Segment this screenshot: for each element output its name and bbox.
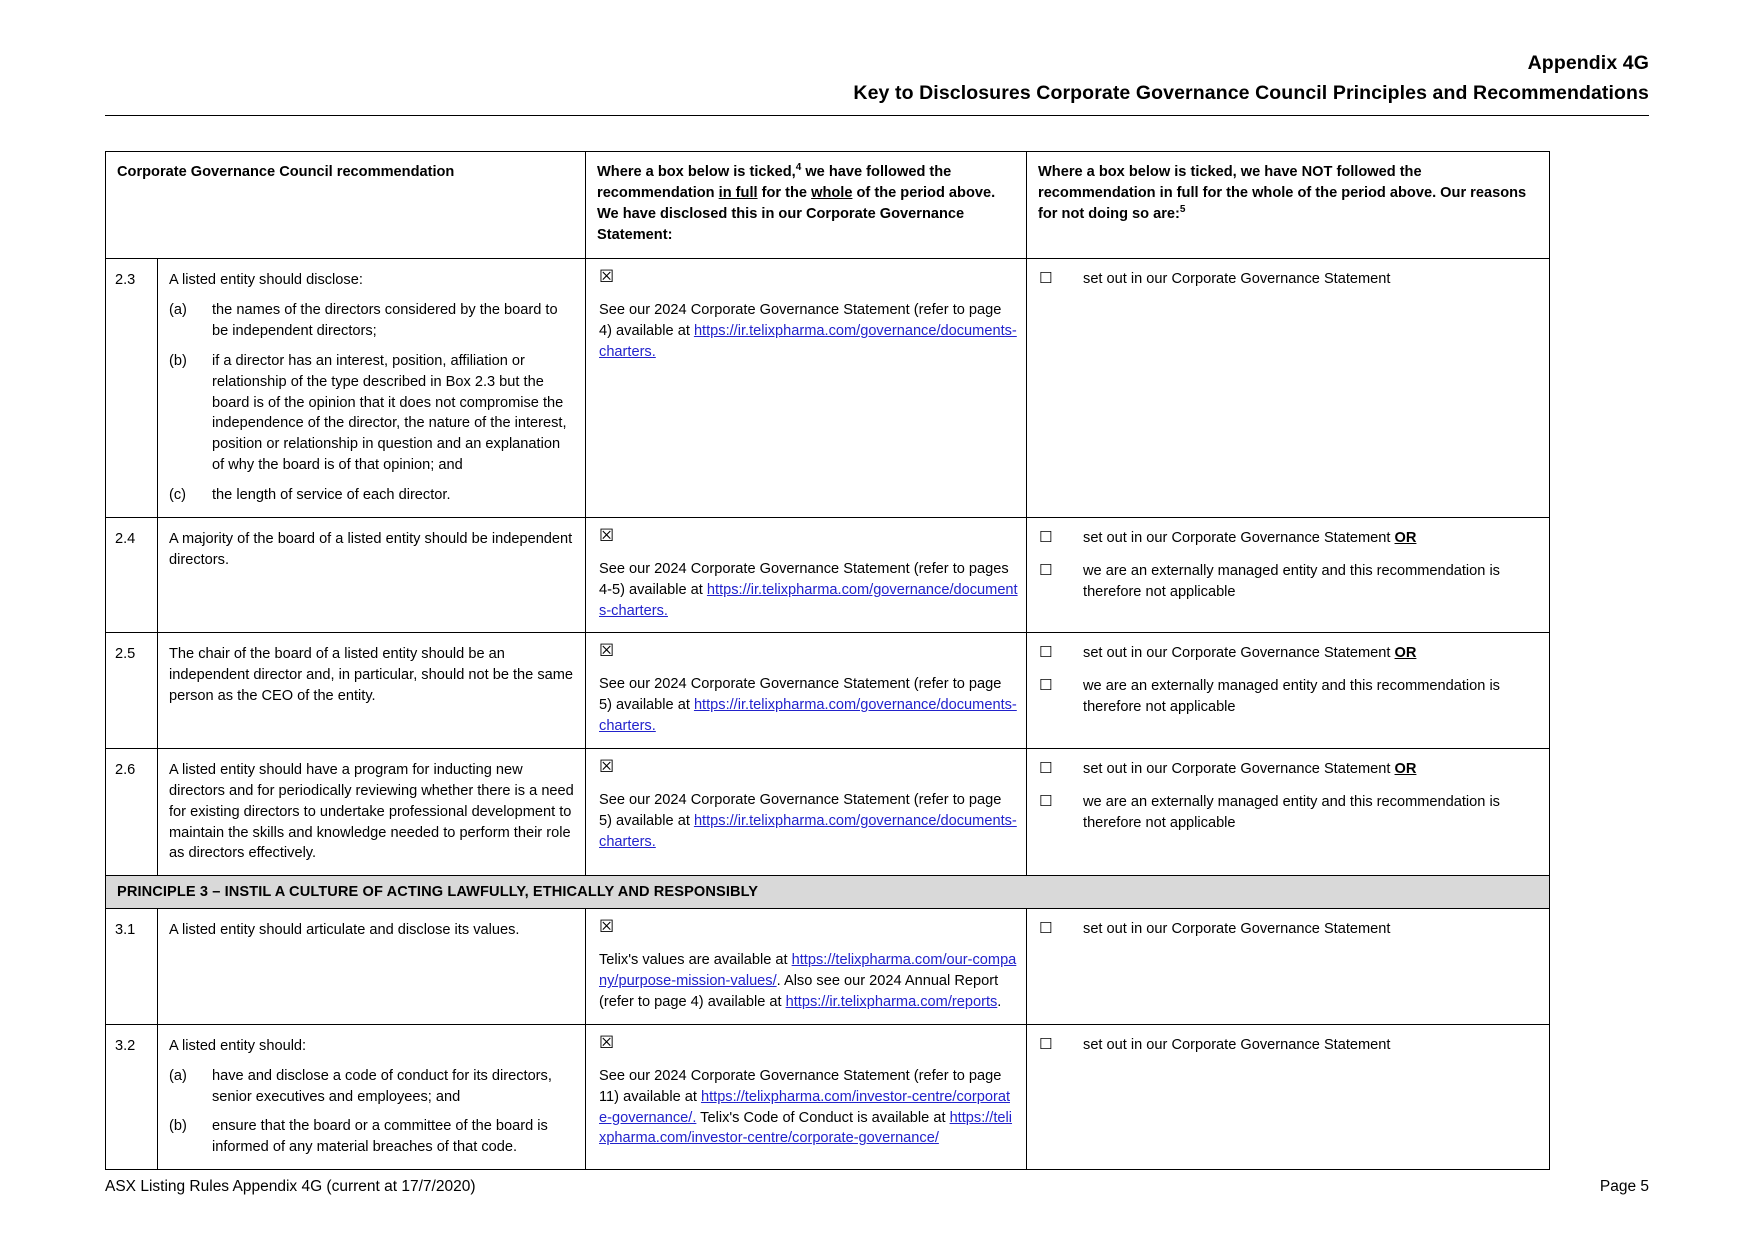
appendix-title: Appendix 4G: [1527, 52, 1649, 74]
recommendation-subitem: [169, 351, 575, 476]
external-link[interactable]: https://ir.telixpharma.com/governance/documents-charters.: [599, 812, 1017, 850]
row-recommendation-cell: [158, 633, 586, 749]
row-recommendation-cell: [158, 517, 586, 633]
principle-banner-row: [106, 876, 1550, 909]
not-followed-option[interactable]: [1039, 561, 1541, 603]
table-row: [106, 517, 1550, 633]
followed-statement-text: See our 2024 Corporate Governance Statement (refer to pages 4-5) available at https://ir.telixpharma.com/governance/documents-charters.: [599, 560, 1018, 619]
followed-statement-text: See our 2024 Corporate Governance Statement (refer to page 5) available at https://ir.telixpharma.com/governance/documents-charters.: [599, 676, 1017, 735]
subitem-label: (a): [169, 1067, 187, 1084]
checkbox-checked-icon[interactable]: ☒: [599, 1032, 615, 1053]
recommendation-number: 3.2: [115, 1037, 136, 1054]
footer-page-number: Page 5: [1599, 1178, 1649, 1195]
document-header: [0, 0, 1754, 107]
footer-left-text: ASX Listing Rules Appendix 4G (current at 17/7/2020): [105, 1178, 476, 1195]
subitem-text: the names of the directors considered by the board to be independent directors;: [212, 302, 558, 339]
disclosures-table-wrapper: [105, 151, 1649, 1171]
row-number-cell: [106, 749, 158, 876]
external-link[interactable]: https://ir.telixpharma.com/governance/documents-charters.: [599, 581, 1018, 619]
row-followed-cell: [586, 259, 1027, 518]
recommendation-lead-text: The chair of the board of a listed entity should be an independent director and, in particular, should not be the same person as the CEO of the entity.: [169, 646, 574, 705]
followed-statement-text: Telix's values are available at https://telixpharma.com/our-company/purpose-mission-values/. Also see our 2024 Annual Report (refer to page 4) available at https://ir.telixpharma.com/reports.: [599, 952, 1017, 1011]
table-row: [106, 909, 1550, 1025]
row-number-cell: [106, 517, 158, 633]
header-cell-followed: Where a box below is ticked,$^4$ we have followed the recommendation in full for the whole of the period above. We have disclosed this in our Corporate Governance Statement:: [586, 151, 1027, 259]
checkbox-checked-icon[interactable]: ☒: [599, 917, 615, 938]
recommendation-subitem: [169, 485, 575, 506]
not-followed-option[interactable]: [1039, 792, 1541, 834]
recommendation-lead-text: A listed entity should disclose:: [169, 272, 363, 289]
checkbox-unchecked-icon[interactable]: ☐: [1039, 643, 1053, 662]
recommendation-number: 2.4: [115, 530, 136, 547]
option-label: we are an externally managed entity and this recommendation is therefore not applicable: [1083, 678, 1500, 716]
or-separator: OR: [1394, 645, 1417, 662]
subitem-text: have and disclose a code of conduct for its directors, senior executives and employees; and: [212, 1067, 552, 1105]
option-label: set out in our Corporate Governance Statement: [1083, 271, 1391, 288]
checkbox-checked-icon[interactable]: ☒: [599, 267, 615, 288]
header-divider: [105, 115, 1649, 116]
checkbox-checked-icon[interactable]: ☒: [599, 641, 615, 662]
recommendation-lead-text: A majority of the board of a listed entity should be independent directors.: [169, 530, 573, 568]
recommendation-lead-text: A listed entity should:: [169, 1037, 307, 1054]
row-not-followed-cell: [1027, 517, 1550, 633]
recommendation-lead-text: A listed entity should articulate and disclose its values.: [169, 922, 520, 939]
checkbox-unchecked-icon[interactable]: ☐: [1039, 527, 1053, 546]
recommendation-number: 3.1: [115, 922, 136, 939]
checkbox-checked-icon[interactable]: ☒: [599, 757, 615, 777]
not-followed-option[interactable]: [1039, 676, 1541, 718]
followed-statement-text: See our 2024 Corporate Governance Statement (refer to page 4) available at https://ir.telixpharma.com/governance/documents-charters.: [599, 302, 1017, 360]
header-cell-recommendation: Corporate Governance Council recommendation: [106, 151, 586, 259]
row-recommendation-cell: [158, 749, 586, 876]
checkbox-unchecked-icon[interactable]: ☐: [1039, 791, 1053, 810]
not-followed-option[interactable]: [1039, 919, 1541, 940]
table-row: [106, 633, 1550, 749]
recommendation-number: 2.6: [115, 762, 136, 778]
row-number-cell: [106, 633, 158, 749]
subitem-text: if a director has an interest, position, affiliation or relationship of the type described in Box 2.3 but the board is of the opinion that it does not compromise the independence of the director, the nature of the interest, position or relationship in question and an explanation of why the board is of that opinion; and: [212, 352, 567, 474]
header-cell-not-followed: Where a box below is ticked, we have NOT followed the recommendation in full for the whole of the period above. Our reasons for not doing so are:$^5$: [1027, 151, 1550, 259]
row-recommendation-cell: [158, 909, 586, 1025]
document-footer: [105, 1178, 1649, 1196]
external-link[interactable]: https://ir.telixpharma.com/governance/documents-charters.: [599, 323, 1017, 360]
disclosures-table-body: [106, 151, 1550, 1170]
external-link[interactable]: https://ir.telixpharma.com/reports: [785, 994, 998, 1011]
table-header-row: [106, 151, 1550, 259]
table-row: [106, 1024, 1550, 1169]
row-followed-cell: [586, 749, 1027, 876]
row-followed-cell: [586, 633, 1027, 749]
row-number-cell: [106, 909, 158, 1025]
external-link[interactable]: https://telixpharma.com/investor-centre/corporate-governance/.: [599, 1088, 1010, 1126]
recommendation-number: 2.5: [115, 646, 136, 663]
external-link[interactable]: https://telixpharma.com/investor-centre/corporate-governance/: [599, 1109, 1013, 1147]
option-label: set out in our Corporate Governance Statement OR: [1083, 529, 1417, 546]
disclosures-table: [105, 151, 1550, 1171]
row-not-followed-cell: [1027, 1024, 1550, 1169]
recommendation-subitem: [169, 1066, 575, 1108]
option-label: set out in our Corporate Governance Statement OR: [1083, 645, 1417, 662]
recommendation-number: 2.3: [115, 272, 136, 289]
option-label: we are an externally managed entity and this recommendation is therefore not applicable: [1083, 793, 1500, 831]
followed-statement-text: See our 2024 Corporate Governance Statement (refer to page 5) available at https://ir.telixpharma.com/governance/documents-charters.: [599, 792, 1017, 850]
appendix-subtitle: Key to Disclosures Corporate Governance Council Principles and Recommendations: [853, 82, 1649, 105]
subitem-text: ensure that the board or a committee of the board is informed of any material breaches of that code.: [212, 1118, 548, 1156]
not-followed-option[interactable]: [1039, 528, 1541, 549]
checkbox-unchecked-icon[interactable]: ☐: [1039, 1034, 1053, 1053]
table-row: [106, 749, 1550, 876]
external-link[interactable]: https://telixpharma.com/our-company/purpose-mission-values/: [599, 952, 1017, 990]
followed-statement-text: See our 2024 Corporate Governance Statement (refer to page 11) available at https://telixpharma.com/investor-centre/corporate-governance/. Telix's Code of Conduct is available at https://telixpharma.com/investor-centre/corporate-governance/: [599, 1067, 1013, 1147]
option-label: set out in our Corporate Governance Statement OR: [1083, 761, 1417, 777]
checkbox-checked-icon[interactable]: ☒: [599, 525, 615, 546]
checkbox-unchecked-icon[interactable]: ☐: [1039, 759, 1053, 777]
subitem-text: the length of service of each director.: [212, 486, 451, 503]
external-link[interactable]: https://ir.telixpharma.com/governance/documents-charters.: [599, 697, 1017, 735]
row-followed-cell: [586, 1024, 1027, 1169]
row-number-cell: [106, 259, 158, 518]
not-followed-option[interactable]: [1039, 1035, 1541, 1056]
checkbox-unchecked-icon[interactable]: ☐: [1039, 919, 1053, 938]
checkbox-unchecked-icon[interactable]: ☐: [1039, 269, 1053, 288]
row-not-followed-cell: [1027, 749, 1550, 876]
subitem-label: (b): [169, 352, 187, 369]
recommendation-subitem: [169, 300, 575, 342]
principle-banner-text: PRINCIPLE 3 – INSTIL A CULTURE OF ACTING LAWFULLY, ETHICALLY AND RESPONSIBLY: [117, 884, 759, 901]
or-separator: OR: [1394, 761, 1417, 777]
recommendation-subitem: [169, 1116, 575, 1158]
row-recommendation-cell: [158, 1024, 586, 1169]
not-followed-option[interactable]: [1039, 269, 1541, 290]
or-separator: OR: [1394, 529, 1417, 546]
option-label: set out in our Corporate Governance Statement: [1083, 921, 1391, 938]
subitem-label: (c): [169, 486, 187, 503]
not-followed-option[interactable]: [1039, 643, 1541, 664]
row-not-followed-cell: [1027, 259, 1550, 518]
not-followed-option[interactable]: [1039, 759, 1541, 780]
row-not-followed-cell: [1027, 909, 1550, 1025]
row-followed-cell: [586, 517, 1027, 633]
recommendation-lead-text: A listed entity should have a program for inducting new directors and for periodically reviewing whether there is a need for existing directors to undertake professional development to maintain the skills and knowledge needed to perform their role as directors effectively.: [169, 762, 574, 862]
option-label: we are an externally managed entity and this recommendation is therefore not applicable: [1083, 562, 1500, 600]
checkbox-unchecked-icon[interactable]: ☐: [1039, 676, 1053, 695]
row-not-followed-cell: [1027, 633, 1550, 749]
subitem-label: (b): [169, 1118, 187, 1135]
row-number-cell: [106, 1024, 158, 1169]
principle-banner-cell: [106, 876, 1550, 909]
row-recommendation-cell: [158, 259, 586, 518]
checkbox-unchecked-icon[interactable]: ☐: [1039, 560, 1053, 579]
row-followed-cell: [586, 909, 1027, 1025]
subitem-label: (a): [169, 302, 187, 319]
table-row: [106, 259, 1550, 518]
option-label: set out in our Corporate Governance Statement: [1083, 1036, 1391, 1053]
